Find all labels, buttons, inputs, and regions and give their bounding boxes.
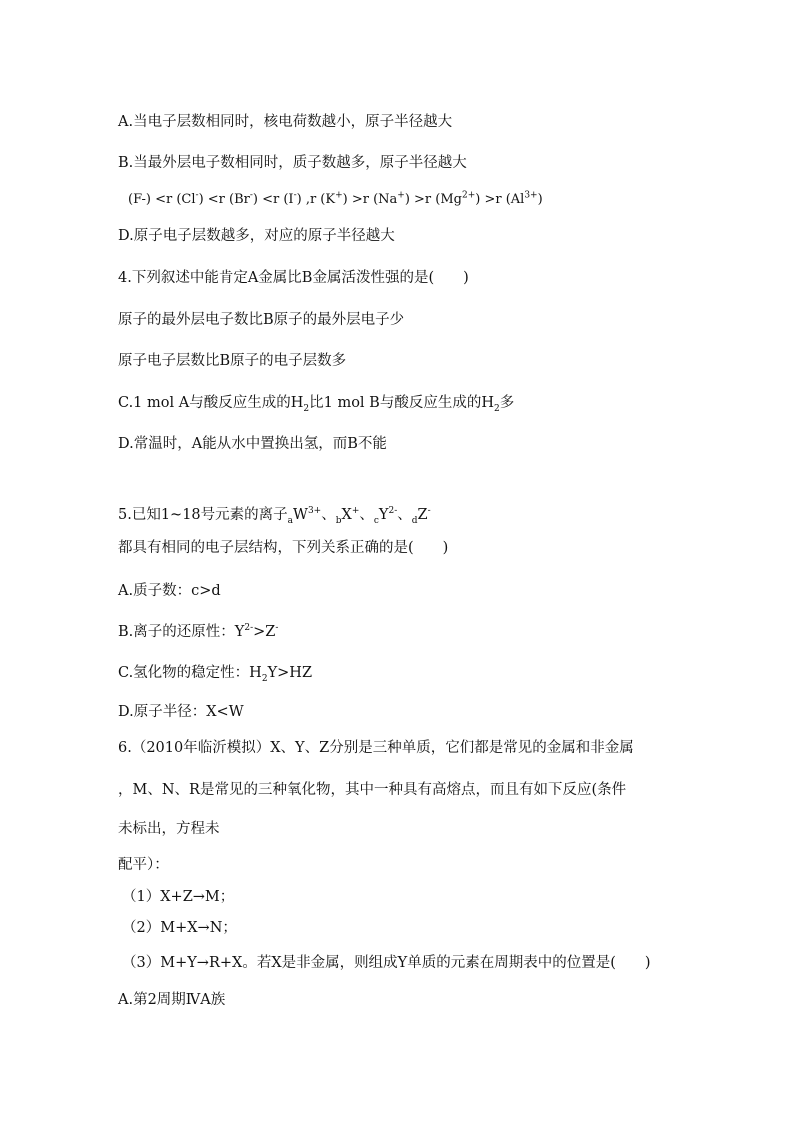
q6-stem-line3: 未标出，方程未 <box>118 821 220 837</box>
q5-option-b: B.离子的还原性：$Y^{2-}>Z^-$ <box>118 623 279 640</box>
q4-option-b: 原子电子层数比B原子的电子层数多 <box>118 353 347 369</box>
q5-stem-line2: 都具有相同的电子层结构，下列关系正确的是( ) <box>118 540 449 556</box>
q4-option-c: C.1 mol A与酸反应生成的$H_2$比1 mol B与酸反应生成的$H_2$多 <box>118 395 515 414</box>
q5-option-c: C.氢化物的稳定性：$H_2Y>HZ$ <box>118 665 313 684</box>
q6-stem-line1: 6.（2010年临沂模拟）X、Y、Z分别是三种单质，它们都是常见的金属和非金属 <box>118 740 634 756</box>
q3-option-c: (F-) <r (Cl-) <r (Br-) <r (I-) ,r (K+) >r (Na+) >r $(Mg^{2+}) >r$ $(Al^{3+})$ <box>128 190 543 207</box>
q6-reaction-3: （3）M+Y→R+X。若X是非金属，则组成Y单质的元素在周期表中的位置是( ) <box>122 955 651 971</box>
q6-reaction-2: （2）M+X→N； <box>122 920 237 936</box>
q5-option-d: D.原子半径：X<W <box>118 704 244 720</box>
q3-option-b: B.当最外层电子数相同时，质子数越多，原子半径越大 <box>118 155 467 171</box>
q6-option-a: A.第2周期ⅣA族 <box>118 992 226 1008</box>
q6-stem-line2: ，M、N、R是常见的三种氧化物，其中一种具有高熔点，而且有如下反应(条件 <box>118 782 627 798</box>
q3-option-d: D.原子电子层数越多，对应的原子半径越大 <box>118 228 395 244</box>
q4-option-a: 原子的最外层电子数比B原子的最外层电子少 <box>118 312 405 328</box>
q4-option-d: D.常温时，A能从水中置换出氢，而B不能 <box>118 436 387 452</box>
q5-stem: 5.已知1~18号元素的离子$_aW^{3+}$、$_b$X+、$_cY^{2-}$、$_d$Z- <box>118 506 431 526</box>
q6-stem-line4: 配平）： <box>118 857 169 873</box>
q4-stem: 4.下列叙述中能肯定A金属比B金属活泼性强的是( ) <box>118 270 469 286</box>
q5-option-a: A.质子数：c>d <box>118 583 221 599</box>
q6-reaction-1: （1）X+Z→M； <box>122 889 235 905</box>
q3-option-a: A.当电子层数相同时，核电荷数越小，原子半径越大 <box>118 114 453 130</box>
